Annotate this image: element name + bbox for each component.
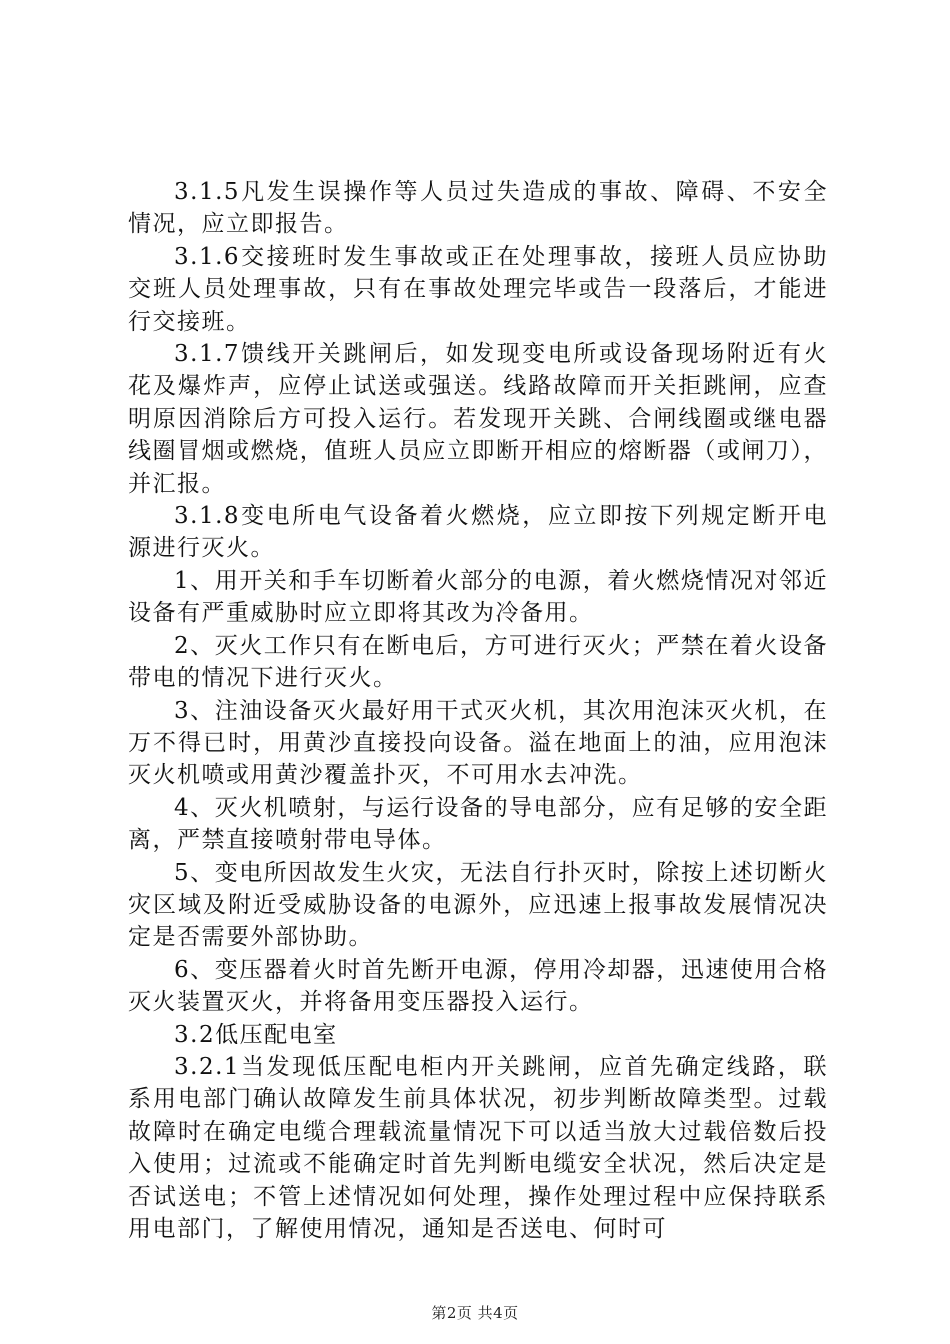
- paragraph-3-2-1: 3.2.1当发现低压配电柜内开关跳闸，应首先确定线路，联系用电部门确认故障发生前具体状况，初步判断故障类型。过载故障时在确定电缆合理载流量情况下可以适当放大过载倍数后投入使用；过流或不能确定时首先判断电缆安全状况，然后决定是否试送电；不管上述情况如何处理，操作处理过程中应保持联系用电部门，了解使用情况，通知是否送电、何时可: [128, 1053, 828, 1242]
- list-item-5: 5、变电所因故发生火灾，无法自行扑灭时，除按上述切断火灾区域及附近受威胁设备的电源外，应迅速上报事故发展情况决定是否需要外部协助。: [128, 859, 828, 951]
- document-body: [128, 176, 828, 1245]
- paragraph-3-1-5: 3.1.5凡发生误操作等人员过失造成的事故、障碍、不安全情况，应立即报告。: [128, 179, 828, 238]
- list-item-4: 4、灭火机喷射，与运行设备的导电部分，应有足够的安全距离，严禁直接喷射带电导体。: [128, 794, 828, 854]
- list-item-2: 2、灭火工作只有在断电后，方可进行灭火；严禁在着火设备带电的情况下进行灭火。: [128, 632, 828, 692]
- list-item-1: 1、用开关和手车切断着火部分的电源，着火燃烧情况对邻近设备有严重威胁时应立即将其改为冷备用。: [128, 567, 828, 627]
- list-item-3: 3、注油设备灭火最好用干式灭火机，其次用泡沫灭火机，在万不得已时，用黄沙直接投向设备。溢在地面上的油，应用泡沫灭火机喷或用黄沙覆盖扑灭，不可用水去冲洗。: [128, 697, 828, 789]
- paragraph-3-1-8: 3.1.8变电所电气设备着火燃烧，应立即按下列规定断开电源进行灭火。: [128, 503, 828, 562]
- list-item-6: 6、变压器着火时首先断开电源，停用冷却器，迅速使用合格灭火装置灭火，并将备用变压器投入运行。: [128, 956, 828, 1016]
- page-number-footer: 第2页 共4页: [431, 1304, 519, 1322]
- paragraph-3-1-6: 3.1.6交接班时发生事故或正在处理事故，接班人员应协助交班人员处理事故，只有在事故处理完毕或告一段落后，才能进行交接班。: [128, 243, 828, 335]
- paragraph-3-1-7: 3.1.7馈线开关跳闸后，如发现变电所或设备现场附近有火花及爆炸声，应停止试送或强送。线路故障而开关拒跳闸，应查明原因消除后方可投入运行。若发现开关跳、合闸线圈或继电器线圈冒烟或燃烧，值班人员应立即断开相应的熔断器（或闸刀），并汇报。: [128, 341, 828, 497]
- section-heading-3-2: 3.2低压配电室: [174, 1021, 338, 1048]
